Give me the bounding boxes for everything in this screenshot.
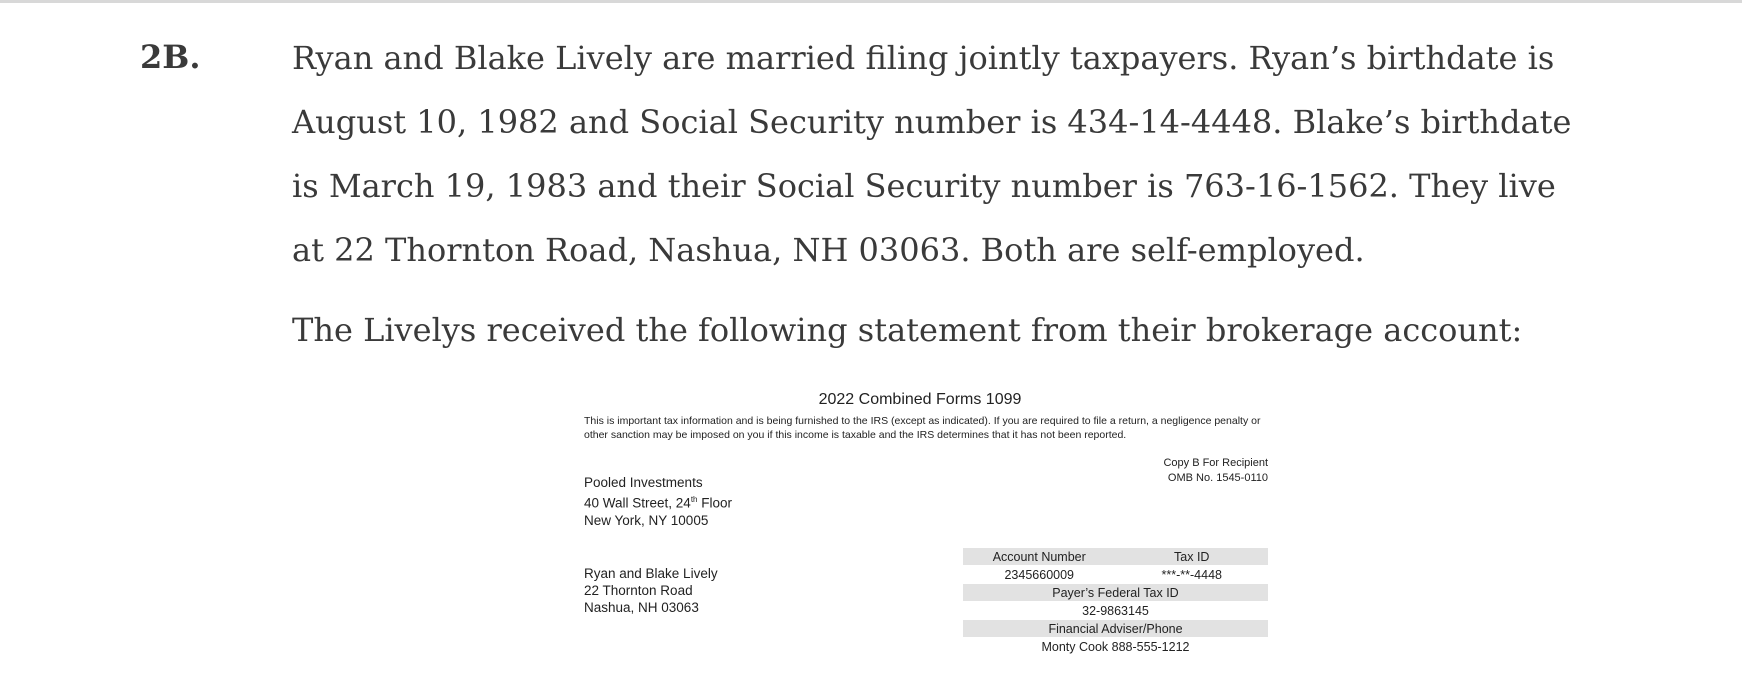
payer-federal-tax-id-label: Payer’s Federal Tax ID	[1052, 585, 1179, 600]
recipient-address	[584, 565, 718, 616]
adviser-label-row	[963, 620, 1268, 637]
account-value-row	[963, 565, 1268, 584]
recipient-street: 22 Thornton Road	[584, 583, 693, 598]
payer-fed-label-row	[963, 584, 1268, 601]
question-paragraph: Ryan and Blake Lively are married filing jointly taxpayers. Ryan’s birthdate is August 10, 1982 and Social Security number is 434-14-4448. Blake’s birthdate is March 19, 1983 and their Social Security number is 763-16-1562. They live at 22 Thornton Road, Nashua, NH 03063. Both are self-employed.	[292, 39, 1572, 269]
account-header-row	[963, 548, 1268, 565]
question-number: 2B.	[140, 38, 201, 76]
payer-fed-value-row	[963, 601, 1268, 620]
financial-adviser-value: Monty Cook 888-555-1212	[1041, 639, 1190, 654]
payer-city: New York, NY 10005	[584, 512, 709, 528]
payer-name: Pooled Investments	[584, 475, 703, 490]
copy-info	[1163, 456, 1268, 486]
statement-intro: The Livelys received the following statement from their brokerage account:	[292, 311, 1523, 349]
copy-label: Copy B For Recipient	[1163, 457, 1268, 469]
top-divider	[0, 0, 1742, 3]
payer-address	[584, 474, 732, 529]
omb-number: OMB No. 1545-0110	[1167, 472, 1268, 484]
tax-id-value: ***-**-4448	[1161, 567, 1222, 582]
payer-street: 40 Wall Street, 24th Floor	[584, 495, 732, 511]
form-1099-image	[580, 388, 1270, 676]
payer-federal-tax-id-value: 32-9863145	[1082, 603, 1149, 618]
adviser-value-row	[963, 637, 1268, 656]
recipient-name: Ryan and Blake Lively	[584, 566, 718, 581]
account-number-value: 2345660009	[1004, 567, 1075, 582]
recipient-city: Nashua, NH 03063	[584, 600, 699, 615]
form-title: 2022 Combined Forms 1099	[818, 391, 1022, 408]
form-notice: This is important tax information and is being furnished to the IRS (except as indicated). If you are required to file a return, a negligence penalty or other sanction may be imposed on you if this income is taxable and the IRS determines that it has not been reported.	[584, 415, 1261, 441]
tax-id-label: Tax ID	[1174, 549, 1210, 564]
account-info-boxes	[963, 548, 1268, 656]
financial-adviser-label: Financial Adviser/Phone	[1048, 621, 1183, 636]
account-number-label: Account Number	[992, 549, 1086, 564]
